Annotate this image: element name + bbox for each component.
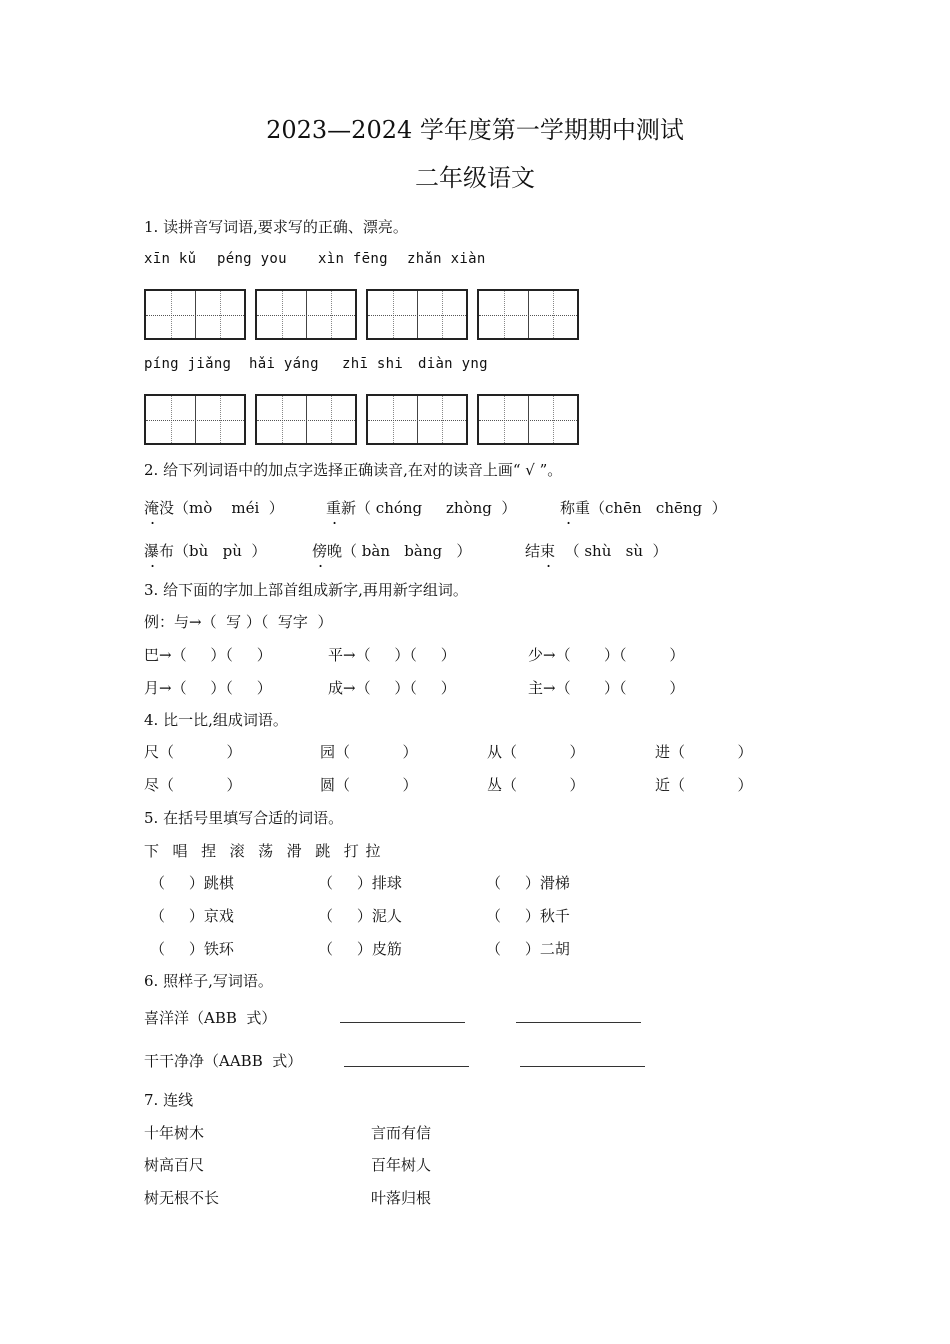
q7-right-item[interactable]: 言而有信 [371, 1124, 432, 1142]
q4-prompt: 4. 比一比,组成词语。 [144, 711, 288, 729]
q2-prompt: 2. 给下列词语中的加点字选择正确读音,在对的读音上画“ √ ”。 [144, 461, 563, 479]
q3-example: 例：与→（ 写 ）（ 写字 ） [144, 613, 333, 631]
q5-word-bank: 下 唱 捏 滚 荡 滑 跳 打 拉 [144, 842, 381, 860]
writing-box[interactable] [144, 394, 246, 445]
q6-item-aabb: 干干净净（AABB 式） [144, 1052, 303, 1070]
answer-line[interactable] [520, 1066, 645, 1067]
q2-item: 重新（ chóng zhòng ） [326, 499, 517, 517]
answer-line[interactable] [340, 1022, 465, 1023]
q3-item: 月→（ ）（ ） [144, 679, 272, 697]
pinyin-6: hǎi yáng [249, 356, 319, 372]
q5-item: （ ）跳棋 [150, 874, 234, 892]
q2-item: 瀑布（bù pù ） [144, 542, 267, 560]
q5-item: （ ）泥人 [318, 907, 402, 925]
q4-item: 进（ ） [655, 743, 753, 761]
writing-box[interactable] [477, 394, 579, 445]
writing-box[interactable] [255, 289, 357, 340]
pinyin-4: zhǎn xiàn [407, 251, 486, 267]
q5-prompt: 5. 在括号里填写合适的词语。 [144, 809, 344, 827]
q7-right-item[interactable]: 叶落归根 [371, 1189, 432, 1207]
exam-title: 2023—2024 学年度第一学期期中测试 [266, 116, 684, 144]
q3-item: 少→（ ）（ ） [528, 646, 685, 664]
writing-box[interactable] [366, 394, 468, 445]
q7-right-item[interactable]: 百年树人 [371, 1156, 432, 1174]
q4-item: 从（ ） [487, 743, 585, 761]
answer-line[interactable] [344, 1066, 469, 1067]
q4-item: 丛（ ） [487, 776, 585, 794]
pinyin-2: péng you [217, 251, 287, 267]
q6-prompt: 6. 照样子,写词语。 [144, 972, 273, 990]
q4-item: 园（ ） [320, 743, 418, 761]
pinyin-5: píng jiǎng [144, 356, 232, 372]
writing-box[interactable] [144, 289, 246, 340]
q5-item: （ ）二胡 [486, 940, 570, 958]
q1-prompt: 1. 读拼音写词语,要求写的正确、漂亮。 [144, 218, 408, 236]
pinyin-8: diàn yng [418, 356, 488, 372]
writing-box[interactable] [255, 394, 357, 445]
q5-item: （ ）皮筋 [318, 940, 402, 958]
q7-left-item[interactable]: 十年树木 [144, 1124, 205, 1142]
q3-item: 主→（ ）（ ） [528, 679, 685, 697]
q7-left-item[interactable]: 树高百尺 [144, 1156, 205, 1174]
q5-item: （ ）排球 [318, 874, 402, 892]
q2-item: 傍晚（ bàn bàng ） [312, 542, 472, 560]
pinyin-7: zhī shi [342, 356, 404, 372]
pinyin-1: xīn kǔ [144, 251, 197, 267]
answer-line[interactable] [516, 1022, 641, 1023]
exam-subtitle: 二年级语文 [415, 164, 535, 192]
q7-left-item[interactable]: 树无根不长 [144, 1189, 220, 1207]
q4-item: 尽（ ） [144, 776, 242, 794]
q5-item: （ ）滑梯 [486, 874, 570, 892]
q3-item: 平→（ ）（ ） [328, 646, 456, 664]
q4-item: 圆（ ） [320, 776, 418, 794]
writing-box[interactable] [366, 289, 468, 340]
q5-item: （ ）秋千 [486, 907, 570, 925]
q3-prompt: 3. 给下面的字加上部首组成新字,再用新字组词。 [144, 581, 468, 599]
q4-item: 近（ ） [655, 776, 753, 794]
writing-box[interactable] [477, 289, 579, 340]
q6-item-abb: 喜洋洋（ABB 式） [144, 1009, 277, 1027]
q4-item: 尺（ ） [144, 743, 242, 761]
q2-item: 称重（chēn chēng ） [560, 499, 727, 517]
q7-prompt: 7. 连线 [144, 1091, 194, 1109]
q3-item: 巴→（ ）（ ） [144, 646, 272, 664]
q5-item: （ ）京戏 [150, 907, 234, 925]
pinyin-3: xìn fēng [318, 251, 388, 267]
q5-item: （ ）铁环 [150, 940, 234, 958]
q3-item: 成→（ ）（ ） [328, 679, 456, 697]
q2-item: 淹没（mò méi ） [144, 499, 284, 517]
q2-item: 结束 （ shù sù ） [525, 542, 668, 560]
